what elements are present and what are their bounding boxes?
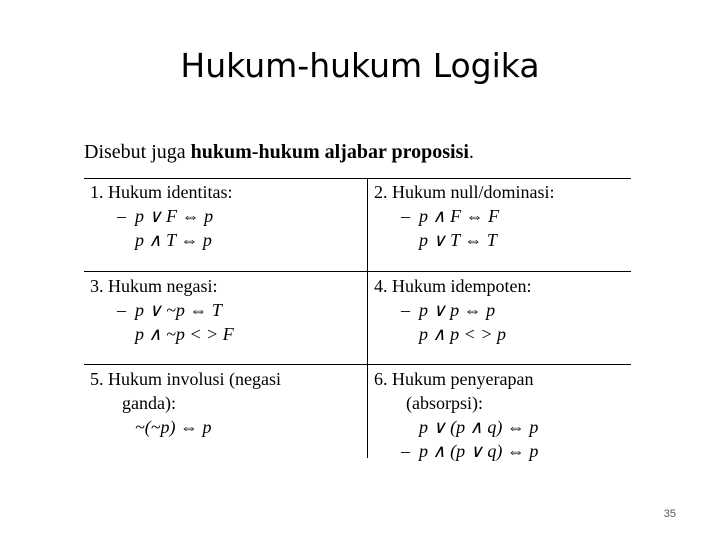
- laws-table: [84, 178, 631, 461]
- intro-prefix: Disebut juga: [84, 141, 191, 163]
- intro-suffix: .: [468, 141, 474, 163]
- table-rule-top: [84, 178, 631, 179]
- law-formula: p ∧ ~p < > F: [135, 324, 234, 344]
- intro-bold: hukum-hukum aljabar proposisi: [190, 141, 469, 163]
- law-bullet: –: [117, 300, 126, 320]
- law-heading: 4. Hukum idempoten:: [374, 276, 532, 296]
- table-column-divider: [367, 178, 368, 458]
- law-bullet: –: [401, 206, 410, 226]
- law-heading-continued: ganda):: [122, 393, 176, 413]
- law-bullet: –: [401, 300, 410, 320]
- law-bullet: –: [401, 441, 410, 461]
- law-formula: p ∧ T ⇔ p: [135, 230, 212, 250]
- law-absorption-cell: [374, 367, 538, 463]
- law-domination-cell: [374, 180, 555, 252]
- law-formula: p ∨ p ⇔ p: [419, 300, 496, 320]
- table-rule-middle-2: [84, 364, 631, 365]
- law-formula: p ∨ ~p ⇔ T: [135, 300, 222, 320]
- law-formula: p ∨ F ⇔ p: [135, 206, 214, 226]
- law-heading-continued: (absorpsi):: [406, 393, 483, 413]
- law-identity-cell: [90, 180, 233, 252]
- page-number: 35: [663, 508, 676, 520]
- law-formula: ~(~p) ⇔ p: [135, 417, 212, 437]
- law-formula: p ∨ T ⇔ T: [419, 230, 497, 250]
- law-idempotent-cell: [374, 274, 531, 346]
- table-rule-middle-1: [84, 271, 631, 272]
- law-negation-cell: [90, 274, 234, 346]
- intro-text: [84, 141, 474, 164]
- law-heading: 3. Hukum negasi:: [90, 276, 218, 296]
- law-formula: p ∨ (p ∧ q) ⇔ p: [419, 417, 539, 437]
- slide-title: Hukum-hukum Logika: [180, 46, 540, 85]
- law-formula: p ∧ (p ∨ q) ⇔ p: [419, 441, 539, 461]
- law-formula: p ∧ p < > p: [419, 324, 506, 344]
- law-formula: p ∧ F ⇔ F: [419, 206, 500, 226]
- law-heading: 6. Hukum penyerapan: [374, 369, 534, 389]
- law-involution-cell: [90, 367, 281, 439]
- law-bullet: –: [117, 206, 126, 226]
- law-heading: 2. Hukum null/dominasi:: [374, 182, 555, 202]
- law-heading: 5. Hukum involusi (negasi: [90, 369, 281, 389]
- law-heading: 1. Hukum identitas:: [90, 182, 233, 202]
